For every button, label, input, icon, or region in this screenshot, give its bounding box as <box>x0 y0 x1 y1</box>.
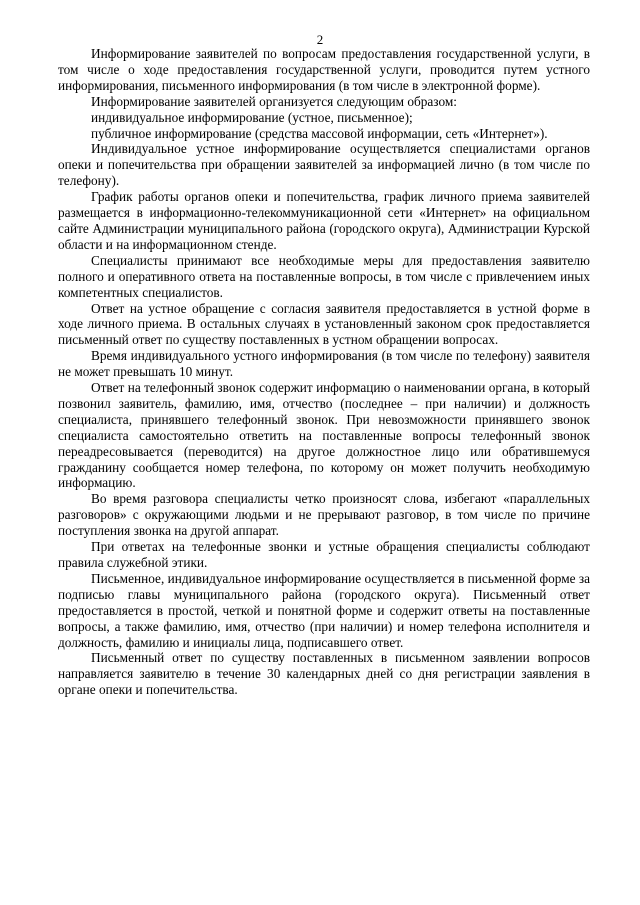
paragraph-organization-intro: Информирование заявителей организуется следующим образом: <box>91 93 457 109</box>
paragraph-phone-response: Ответ на телефонный звонок содержит информацию о наименовании органа, в который позвонил заявитель, фамилию, имя, отчество (последнее – при наличии) и должность специалиста, принявшего телефонный звонок. При невозможности принявшего звонок специалиста самостоятельно ответить на поставленные вопросы телефонный звонок переадресовывается (переводится) на другое должностное лицо или обратившемуся гражданину сообщается номер телефона, по которому он может получить необходимую информацию. <box>58 380 590 491</box>
paragraph-work-schedule: График работы органов опеки и попечительства, график личного приема заявителей размещается в информационно-телекоммуникационной сети «Интернет» на официальном сайте Администрации муниципального района (городского округа), Администрации Курской области и на информационном стенде. <box>58 189 590 252</box>
paragraph-written-informing: Письменное, индивидуальное информирование осуществляется в письменной форме за подписью главы муниципального района (городского округа). Письменный ответ предоставляется в простой, четкой и понятной форме и содержит ответы на поставленные вопросы, а также фамилию, имя, отчество (при наличии) и номер телефона исполнителя и должность, фамилию и инициалы лица, подписавшего ответ. <box>58 570 590 650</box>
paragraph-oral-informing: Индивидуальное устное информирование осуществляется специалистами органов опеки и попечительства при обращении заявителей за информацией лично (в том числе по телефону). <box>58 141 590 189</box>
paragraph-time-limit: Время индивидуального устного информирования (в том числе по телефону) заявителя не может превышать 10 минут. <box>58 348 590 380</box>
paragraph-ethics: При ответах на телефонные звонки и устные обращения специалисты соблюдают правила служебной этики. <box>58 539 590 570</box>
page-number: 2 <box>316 32 324 47</box>
paragraph-written-deadline: Письменный ответ по существу поставленных в письменном заявлении вопросов направляется заявителю в течение 30 календарных дней со дня регистрации заявления в органе опеки и попечительства. <box>58 650 590 698</box>
paragraph-oral-response: Ответ на устное обращение с согласия заявителя предоставляется в устной форме в ходе личного приема. В остальных случаях в установленный законом срок предоставляется письменный ответ по существу поставленных в устном обращении вопросах. <box>58 300 590 348</box>
paragraph-conversation-rules: Во время разговора специалисты четко произносят слова, избегают «параллельных разговоров» с окружающими людьми и не прерывают разговор, в том числе по причине поступления звонка на другой аппарат. <box>58 491 590 539</box>
paragraph-specialist-measures: Специалисты принимают все необходимые меры для предоставления заявителю полного и оперативного ответа на поставленные вопросы, в том числе с привлечением иных компетентных специалистов. <box>58 252 590 300</box>
document-body <box>58 46 590 698</box>
paragraph-information-methods: Информирование заявителей по вопросам предоставления государственной услуги, в том числе о ходе предоставления государственной услуги, проводится путем устного информирования, письменного информирования (в том числе в электронной форме). <box>58 46 590 93</box>
paragraph-individual-informing: индивидуальное информирование (устное, письменное); <box>91 109 413 125</box>
paragraph-public-informing: публичное информирование (средства массовой информации, сеть «Интернет»). <box>91 125 548 141</box>
